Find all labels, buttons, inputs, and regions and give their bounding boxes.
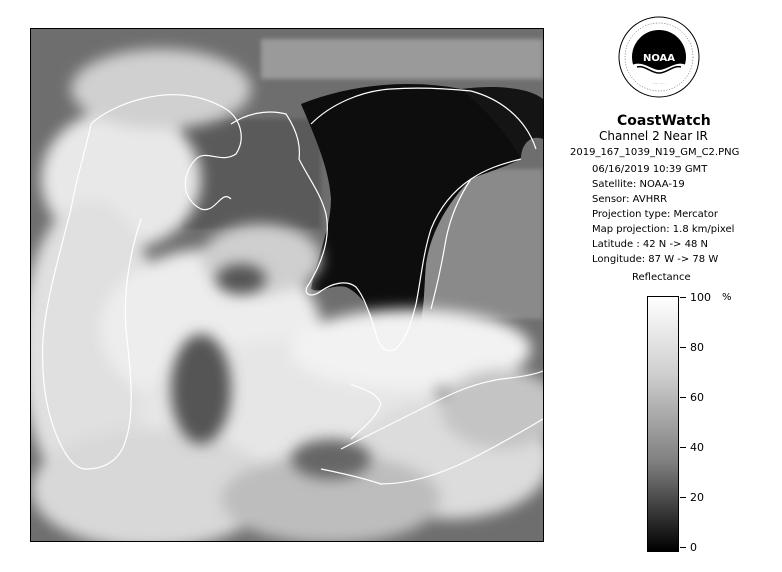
latitude-range: Latitude : 42 N -> 48 N xyxy=(592,239,708,250)
image-filename: 2019_167_1039_N19_GM_C2.PNG xyxy=(570,147,740,158)
map-svg xyxy=(31,29,543,541)
legend-tick-label: 0 xyxy=(690,541,697,554)
satellite-image xyxy=(30,28,544,542)
product-brand: CoastWatch xyxy=(617,113,711,129)
projection-type: Projection type: Mercator xyxy=(592,209,718,220)
channel-name: Channel 2 Near IR xyxy=(599,129,708,143)
longitude-range: Longitude: 87 W -> 78 W xyxy=(592,254,719,265)
legend-tick xyxy=(680,447,686,448)
legend-tick-label: 80 xyxy=(690,341,704,354)
noaa-emblem-icon xyxy=(617,15,701,99)
legend-unit: % xyxy=(722,292,732,303)
acquisition-datetime: 06/16/2019 10:39 GMT xyxy=(592,164,708,175)
legend-tick xyxy=(680,547,686,548)
legend-tick-label: 60 xyxy=(690,391,704,404)
reflectance-colorbar xyxy=(647,296,679,552)
legend-tick-label: 20 xyxy=(690,491,704,504)
sensor-info: Sensor: AVHRR xyxy=(592,194,668,205)
legend-tick-label: 100 xyxy=(690,291,711,304)
legend-tick xyxy=(680,347,686,348)
satellite-info: Satellite: NOAA-19 xyxy=(592,179,685,190)
map-projection: Map projection: 1.8 km/pixel xyxy=(592,224,735,235)
legend-tick-label: 40 xyxy=(690,441,704,454)
legend-tick xyxy=(680,297,686,298)
legend-tick xyxy=(680,497,686,498)
noaa-logo xyxy=(617,15,701,99)
legend-tick xyxy=(680,397,686,398)
noaa-logo-text: NOAA xyxy=(642,53,676,64)
legend-title: Reflectance xyxy=(632,272,691,283)
